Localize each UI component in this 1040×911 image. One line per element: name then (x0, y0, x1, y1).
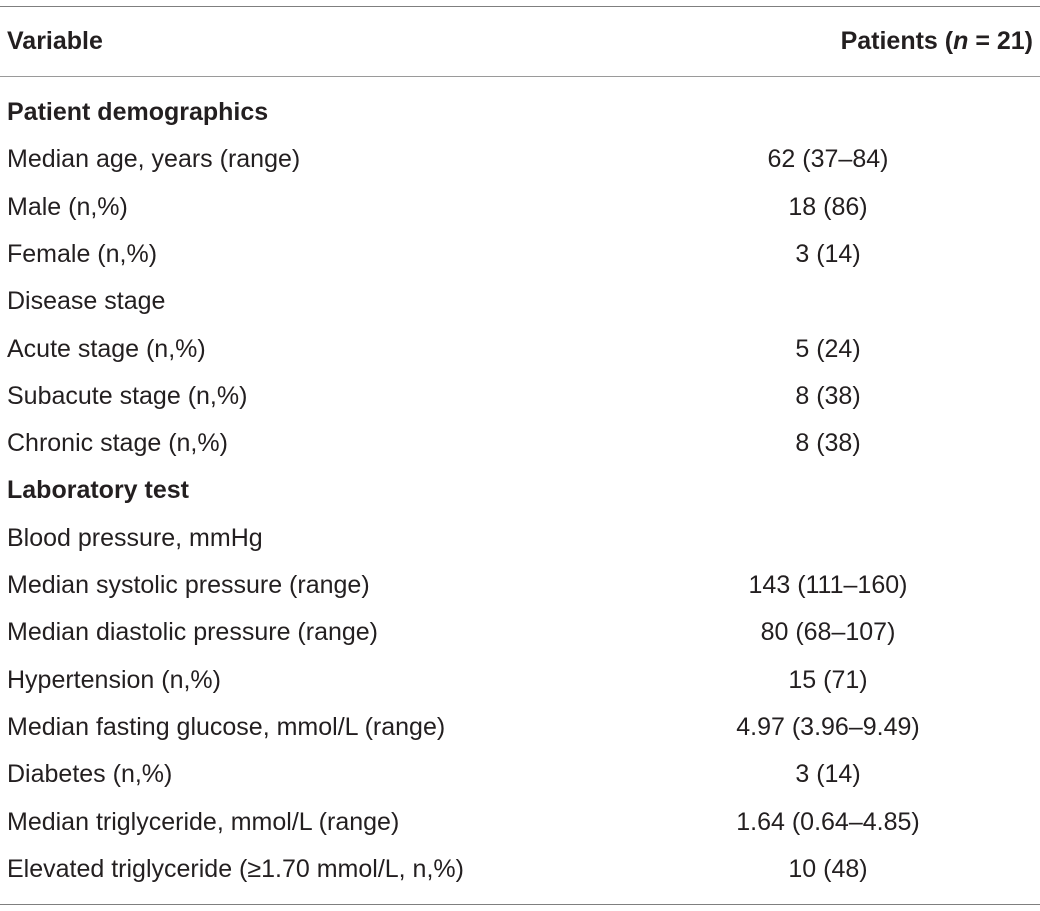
table-row (0, 751, 1040, 798)
header-variable: Variable (7, 26, 103, 55)
row-label: Acute stage (n,%) (7, 334, 206, 363)
row-label: Subacute stage (n,%) (7, 381, 248, 410)
table-row (0, 799, 1040, 846)
row-value: 62 (37–84) (767, 145, 889, 174)
row-label: Median fasting glucose, mmol/L (range) (7, 712, 446, 741)
row-label: Median diastolic pressure (range) (7, 618, 379, 647)
table-header-rule (0, 76, 1040, 77)
row-value: 5 (24) (795, 334, 861, 363)
table-bottom-rule (0, 904, 1040, 905)
header-patients-prefix: Patients ( (840, 26, 954, 55)
table-row (0, 420, 1040, 467)
subheading-row (0, 278, 1040, 325)
subheading-row (0, 515, 1040, 562)
header-patients (840, 26, 1033, 55)
row-label: Patient demographics (7, 98, 269, 126)
row-value: 80 (68–107) (760, 618, 896, 647)
row-value: 18 (86) (788, 192, 868, 221)
table-row (0, 609, 1040, 656)
table-row (0, 373, 1040, 420)
row-label: Chronic stage (n,%) (7, 429, 228, 458)
table-row (0, 704, 1040, 751)
row-label: Median age, years (range) (7, 145, 301, 174)
table-header-row (0, 6, 1040, 76)
table-row (0, 562, 1040, 609)
table-row (0, 657, 1040, 704)
header-patients-n: n (953, 26, 969, 55)
row-label: Diabetes (n,%) (7, 760, 173, 789)
row-label: Median systolic pressure (range) (7, 571, 370, 599)
row-value: 1.64 (0.64–4.85) (736, 807, 920, 836)
row-label: Female (n,%) (7, 239, 158, 268)
table-row (0, 326, 1040, 373)
row-label: Male (n,%) (7, 192, 128, 221)
section-header-row (0, 89, 1040, 136)
row-label: Disease stage (7, 287, 166, 316)
row-value: 10 (48) (788, 854, 868, 883)
row-value: 3 (14) (795, 239, 861, 268)
table-row (0, 184, 1040, 231)
row-label: Laboratory test (7, 476, 189, 505)
table-row (0, 231, 1040, 278)
row-value: 8 (38) (795, 429, 861, 458)
row-label: Elevated triglyceride (≥1.70 mmol/L, n,%) (7, 854, 464, 883)
table-row (0, 846, 1040, 893)
row-value: 8 (38) (795, 381, 861, 410)
table-row (0, 136, 1040, 183)
section-header-row (0, 467, 1040, 514)
row-label: Blood pressure, mmHg (7, 523, 263, 552)
row-value: 3 (14) (795, 760, 861, 789)
row-label: Hypertension (n,%) (7, 665, 221, 694)
row-value: 15 (71) (788, 665, 868, 694)
row-value: 143 (111–160) (748, 571, 908, 599)
row-value: 4.97 (3.96–9.49) (736, 712, 920, 741)
header-patients-suffix: = 21) (968, 26, 1033, 55)
row-label: Median triglyceride, mmol/L (range) (7, 807, 400, 836)
